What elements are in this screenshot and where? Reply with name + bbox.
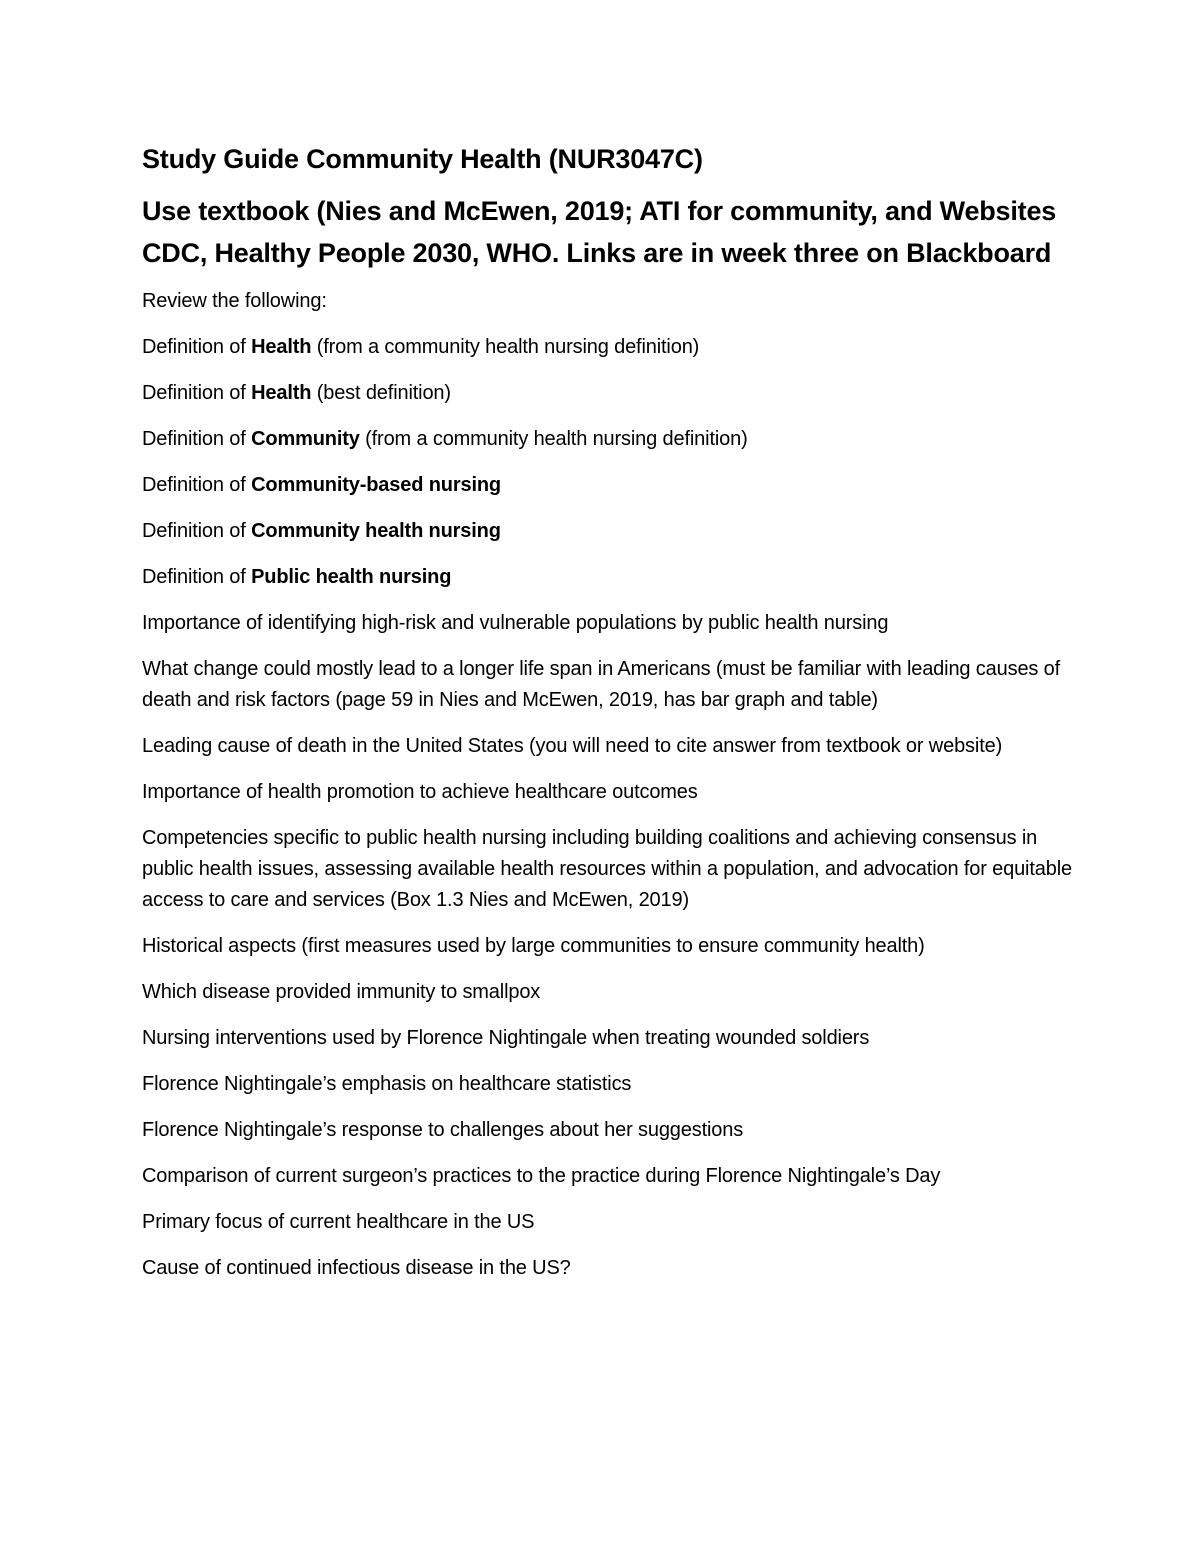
definition-item [142,562,1072,593]
review-item: Competencies specific to public health nursing including building coalitions and achieving consensus in public health issues, assessing available health resources within a population, and advocation for equitable access to care and services (Box 1.3 Nies and McEwen, 2019) [142,827,1072,911]
review-item: Historical aspects (first measures used by large communities to ensure community health) [142,935,925,957]
definition-item [142,378,1072,409]
definition-prefix: Definition of [142,336,252,358]
definition-prefix: Definition of [142,566,252,588]
review-item: What change could mostly lead to a longer life span in Americans (must be familiar with leading causes of death and risk factors (page 59 in Nies and McEwen, 2019, has bar graph and table) [142,658,1061,711]
review-item: Nursing interventions used by Florence Nightingale when treating wounded soldiers [142,1027,870,1049]
definition-suffix: (from a community health nursing definition) [311,336,700,358]
review-item: Importance of identifying high-risk and vulnerable populations by public health nursing [142,612,889,634]
definition-suffix: (from a community health nursing definition) [359,428,748,450]
document-title: Study Guide Community Health (NUR3047C) [142,144,703,174]
definition-term: Community [251,428,360,450]
review-item: Primary focus of current healthcare in the US [142,1211,535,1233]
definition-item [142,470,1072,501]
definition-term: Community health nursing [251,520,501,542]
review-item: Florence Nightingale’s emphasis on healthcare statistics [142,1073,632,1095]
document-subtitle: Use textbook (Nies and McEwen, 2019; ATI for community, and Websites CDC, Healthy People 2030, WHO. Links are in week three on Blackboard [142,196,1057,268]
definition-item [142,516,1072,547]
definition-item [142,424,1072,455]
definition-item [142,332,1072,363]
review-item: Cause of continued infectious disease in the US? [142,1257,571,1279]
definition-term: Health [251,336,312,358]
definition-prefix: Definition of [142,428,252,450]
review-item: Comparison of current surgeon’s practices to the practice during Florence Nightingale’s Day [142,1165,941,1187]
review-item: Importance of health promotion to achieve healthcare outcomes [142,781,698,803]
definition-prefix: Definition of [142,474,252,496]
definition-suffix: (best definition) [311,382,451,404]
definition-term: Community-based nursing [251,474,501,496]
intro-text: Review the following: [142,290,327,312]
document-page [142,138,1072,1299]
definition-prefix: Definition of [142,382,252,404]
definition-term: Public health nursing [251,566,452,588]
review-item: Florence Nightingale’s response to challenges about her suggestions [142,1119,744,1141]
definition-term: Health [251,382,312,404]
review-item: Which disease provided immunity to smallpox [142,981,541,1003]
definition-prefix: Definition of [142,520,252,542]
review-item: Leading cause of death in the United States (you will need to cite answer from textbook or website) [142,735,1003,757]
